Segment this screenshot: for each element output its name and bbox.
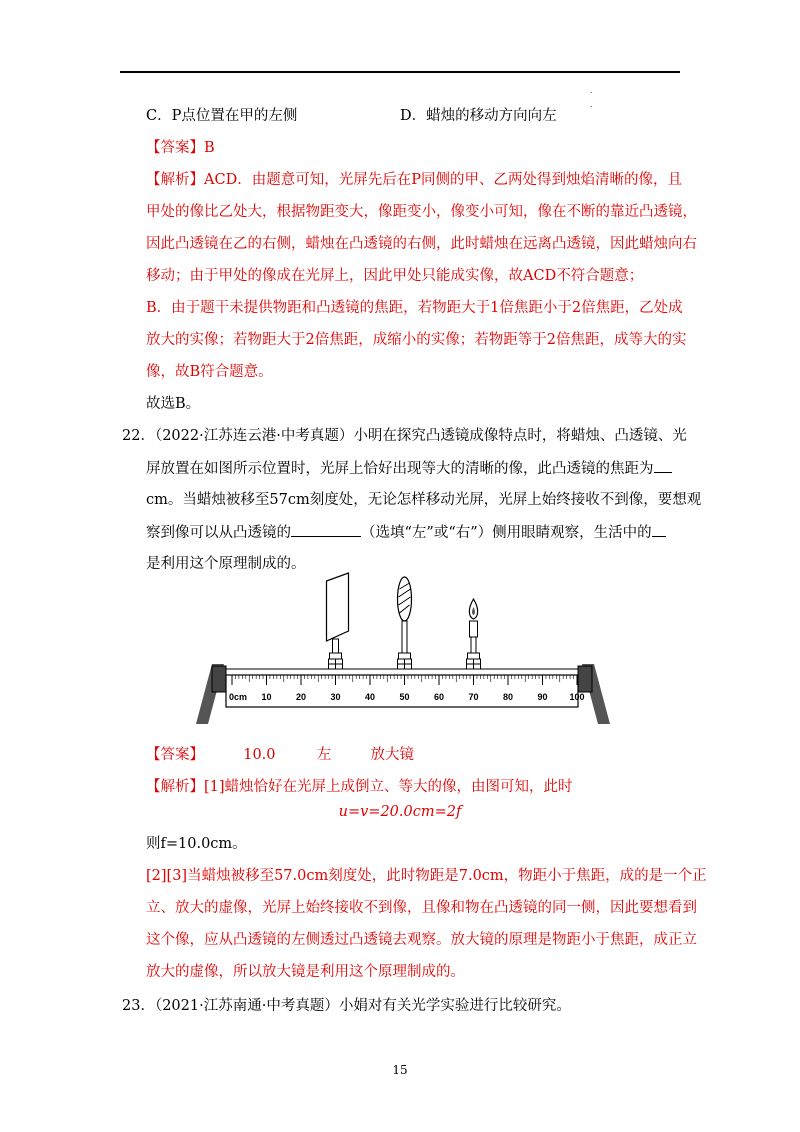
q22-question-line: 屏放置在如图所示位置时，光屏上恰好出现等大的清晰的像，此凸透镜的焦距为: [146, 458, 672, 479]
q21-conclusion: 故选B。: [146, 396, 201, 412]
q22-formula: u=v=20.0cm=2f: [338, 804, 462, 820]
scale-label: 30: [330, 692, 341, 702]
optical-bench-figure: [190, 570, 620, 730]
q22-analysis-line: 放大的虚像，所以放大镜是利用这个原理制成的。: [146, 964, 465, 980]
option-c: C．P点位置在甲的左侧: [146, 108, 298, 124]
scale-label: 0cm: [228, 692, 248, 702]
scale-label: 50: [399, 692, 410, 702]
bench-rail: [226, 669, 578, 675]
scale-label: 60: [433, 692, 445, 702]
q22-analysis-line: 【解析】[1]蜡烛恰好在光屏上成倒立、等大的像，由图可知，此时: [146, 779, 573, 795]
q23-question-line: 23．（2021·江苏南通·中考真题）小娟对有关光学实验进行比较研究。: [122, 998, 571, 1014]
q21-analysis-line: 像，故B符合题意。: [146, 364, 273, 380]
answer-blank: [291, 522, 361, 537]
light-screen: [327, 573, 349, 669]
header-dots: . .: [590, 86, 593, 109]
convex-lens: [398, 577, 412, 669]
scale-label: 90: [537, 692, 548, 702]
q22-question-line: 察到像可以从凸透镜的 （选填“左”或“右”）侧用眼睛观察，生活中的: [146, 522, 666, 543]
answer-blank: [652, 522, 666, 537]
q22-question-line: 22．（2022·江苏连云港·中考真题）小明在探究凸透镜成像特点时，将蜡烛、凸透镜、光: [122, 428, 687, 444]
scale-label: 100: [569, 692, 585, 702]
q22-question-line: 是利用这个原理制成的。: [146, 556, 306, 572]
q21-answer: 【答案】B: [146, 140, 215, 156]
answer-blank: [654, 458, 672, 473]
scale-label: 10: [261, 692, 272, 702]
q21-analysis-line: 放大的实像；若物距大于2倍焦距，成缩小的实像；若物距等于2倍焦距，成等大的实: [146, 332, 687, 348]
q22-analysis-line: 这个像，应从凸透镜的左侧透过凸透镜去观察。放大镜的原理是物距小于焦距，成正立: [146, 932, 697, 948]
option-d: D．蜡烛的移动方向向左: [400, 108, 557, 124]
header-rule: [120, 71, 680, 73]
scale-label: 40: [364, 692, 376, 702]
q21-analysis-line: 因此凸透镜在乙的右侧，蜡烛在凸透镜的右侧，此时蜡烛在远离凸透镜，因此蜡烛向右: [146, 236, 697, 252]
q22-analysis-line: 立、放大的虚像，光屏上始终接收不到像，且像和物在凸透镜的同一侧，因此要想看到: [146, 900, 697, 916]
scale-label: 20: [295, 692, 307, 702]
scale-label: 80: [502, 692, 514, 702]
q21-analysis-line: 甲处的像比乙处大，根据物距变大，像距变小，像变小可知，像在不断的靠近凸透镜，: [146, 204, 697, 220]
q21-analysis-line: 【解析】ACD．由题意可知，光屏先后在P同侧的甲、乙两处得到烛焰清晰的像，且: [146, 172, 682, 188]
q22-analysis-line: 则f=10.0cm。: [146, 836, 247, 852]
q22-question-line: cm。当蜡烛被移至57cm刻度处，无论怎样移动光屏，光屏上始终接收不到像，要想观: [146, 492, 702, 508]
q21-analysis-line: 移动；由于甲处的像成在光屏上，因此甲处只能成实像，故ACD不符合题意；: [146, 268, 644, 284]
page-number: 15: [392, 1063, 408, 1077]
scale-label: 70: [468, 692, 479, 702]
q22-analysis-line: [2][3]当蜡烛被移至57.0cm刻度处，此时物距是7.0cm，物距小于焦距，成的是一个正: [146, 868, 707, 884]
q21-analysis-line: B．由于题干未提供物距和凸透镜的焦距，若物距大于1倍焦距小于2倍焦距，乙处成: [146, 300, 683, 316]
candle: [467, 599, 481, 669]
q22-answer: 【答案】 10.0 左 放大镜: [146, 747, 414, 763]
